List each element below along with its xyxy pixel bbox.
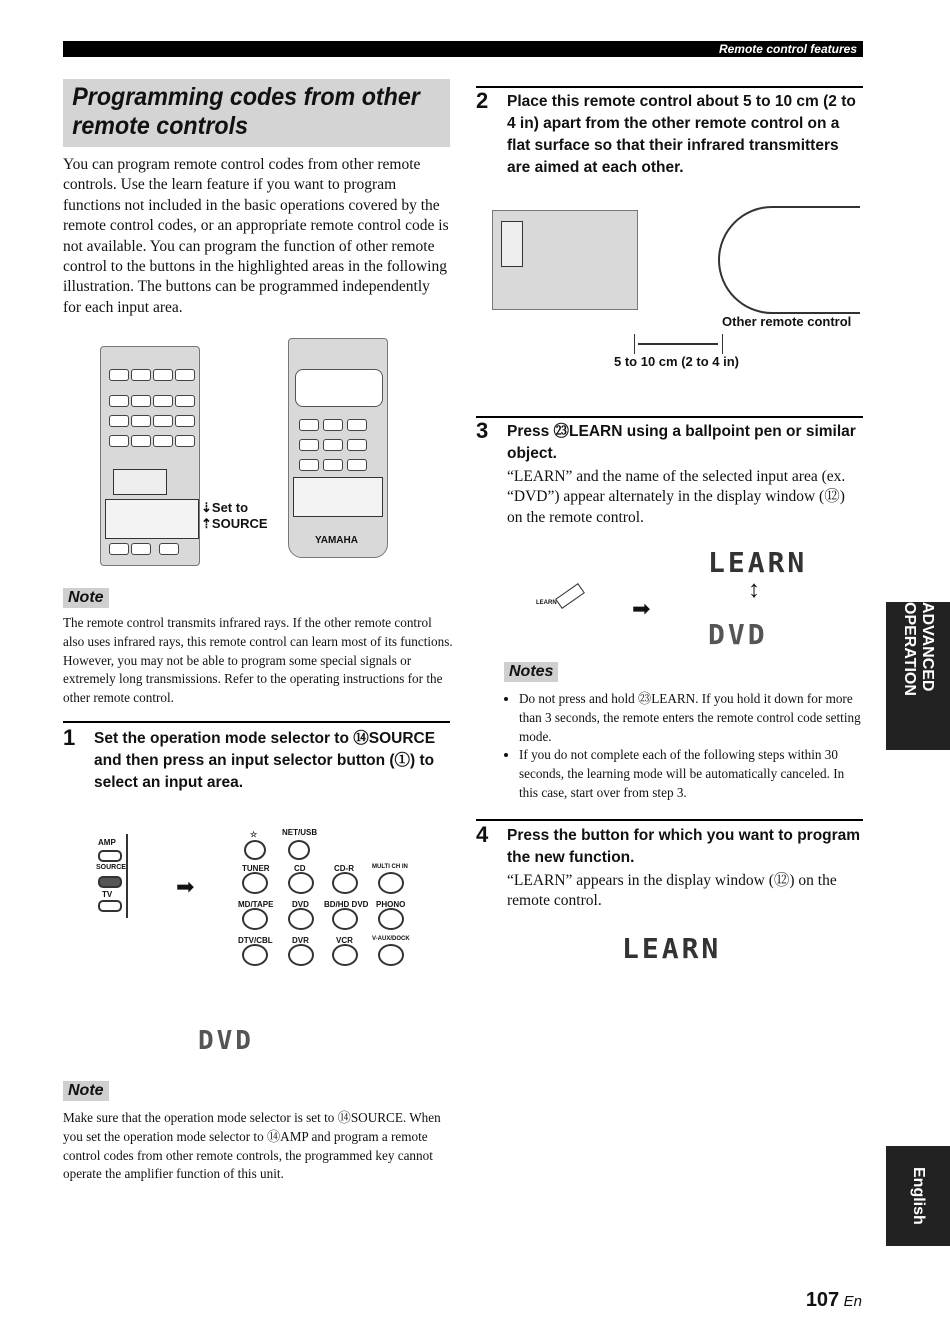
language-label: English <box>910 1167 927 1225</box>
star-label: ☆ <box>250 830 258 839</box>
pen-icon <box>555 583 585 609</box>
step2-heading: Place this remote control about 5 to 10 cm (2 to 4 in) apart from the other remote control on a flat surface so that their infrared transmitters are aimed at each other. <box>507 93 856 176</box>
step4-text: “LEARN” appears in the display window (⑫) on the remote control. <box>507 872 837 910</box>
learn-button-label: LEARN <box>536 600 557 606</box>
selector-source-label: SOURCE <box>96 864 126 871</box>
dvr-label: DVR <box>292 936 309 945</box>
set-to-source-label: ⇣Set to ⇡SOURCE <box>201 500 268 531</box>
note2-text: Make sure that the operation mode selector is set to ⑭SOURCE. When you set the operation mode selector to ⑭AMP and program a remote control codes from other remote controls, the programmed key cannot operate the amplifier function of this unit. <box>63 1110 441 1182</box>
step3-heading: Press ㉓LEARN using a ballpoint pen or similar object. <box>507 423 856 462</box>
page-number-value: 107 <box>805 1289 840 1311</box>
distance-label: 5 to 10 cm (2 to 4 in) <box>614 354 739 369</box>
advanced-operation-tab <box>886 602 950 750</box>
page-number <box>790 1289 862 1312</box>
step2-rule <box>476 86 863 88</box>
bdhddvd-label: BD/HD DVD <box>324 900 369 909</box>
notes3-list <box>505 690 863 803</box>
input-selector-figure <box>96 828 426 958</box>
source-text: SOURCE <box>211 516 268 531</box>
tuner-label: TUNER <box>242 864 270 873</box>
cd-label: CD <box>294 864 306 873</box>
note1-label: Note <box>63 588 109 608</box>
note2-label: Note <box>63 1081 109 1101</box>
dtvcbl-label: DTV/CBL <box>238 936 273 945</box>
cdr-label: CD-R <box>334 864 354 873</box>
page-title: Programming codes from other remote controls <box>72 83 420 140</box>
remote-distance-figure <box>492 206 862 376</box>
note1-text: The remote control transmits infrared rays. If the other remote control also uses infrared rays, this remote control can learn most of its functions. However, you may not be able to program some special signals or extremely long transmissions. Refer to the operating instructions for the other remote control. <box>63 615 453 706</box>
display-dvd: DVD <box>708 618 768 651</box>
yamaha-logo: YAMAHA <box>315 535 358 546</box>
vcr-label: VCR <box>336 936 353 945</box>
page-title-box <box>63 79 450 147</box>
other-remote-illustration <box>718 206 860 314</box>
alternate-arrow-icon: ↕ <box>748 577 760 603</box>
display-learn-step4: LEARN <box>622 932 722 965</box>
display-dvd-step1: DVD <box>198 1026 254 1056</box>
remote-back-illustration <box>288 338 388 558</box>
section-title: Remote control features <box>718 42 857 56</box>
header-bar <box>63 41 863 57</box>
step4-rule <box>476 819 863 821</box>
multich-label: MULTI CH IN <box>372 864 408 870</box>
distance-arrow-icon <box>638 343 718 345</box>
step3-number: 3 <box>476 418 489 443</box>
this-remote-illustration <box>492 210 638 310</box>
step4-heading: Press the button for which you want to program the new function. <box>507 827 861 866</box>
vauxdock-label: V-AUX/DOCK <box>372 936 410 942</box>
set-to-text: Set to <box>211 500 249 515</box>
netusb-label: NET/USB <box>282 828 318 837</box>
step4-number: 4 <box>476 822 489 847</box>
step1-heading: Set the operation mode selector to ⑭SOURCE and then press an input selector button (①) to select an input area. <box>94 730 436 791</box>
remote-front-illustration <box>100 346 200 566</box>
language-tab <box>886 1146 950 1246</box>
arrow-right-icon: ➡ <box>176 874 195 899</box>
learn-figure <box>536 546 806 656</box>
advanced-operation-label: ADVANCED OPERATION <box>901 602 936 696</box>
intro-paragraph: You can program remote control codes from other remote controls. Use the learn feature if you want to program functions not included in the basic operations covered by the remote control codes, or an appropriate remote control code is not available. You can program the function of other remote control to the buttons in the highlighted areas in the following illustration. The buttons can be programmed independently for each input area. <box>63 156 449 316</box>
arrow-right-icon: ➡ <box>632 596 651 621</box>
selector-amp-label: AMP <box>98 838 116 847</box>
step1-rule <box>63 721 450 723</box>
step2-number: 2 <box>476 88 489 113</box>
remote-overview-figure <box>98 338 458 566</box>
notes3-item: • Do not press and hold ㉓LEARN. If you hold it down for more than 3 seconds, the remote enters the remote control code setting mode. <box>519 690 863 746</box>
notes3-item: • If you do not complete each of the following steps within 30 seconds, the learning mode will be automatically canceled. In this case, start over from step 3. <box>519 746 863 802</box>
phono-label: PHONO <box>376 900 406 909</box>
page-language: En <box>843 1293 862 1310</box>
mdtape-label: MD/TAPE <box>238 900 274 909</box>
other-remote-label: Other remote control <box>722 314 852 329</box>
display-learn: LEARN <box>708 546 808 579</box>
step3-rule <box>476 416 863 418</box>
selector-tv-label: TV <box>102 890 113 899</box>
notes3-label: Notes <box>504 662 558 682</box>
step3-text: “LEARN” and the name of the selected input area (ex. “DVD”) appear alternately in the display window (⑫) on the remote control. <box>507 468 846 526</box>
step1-number: 1 <box>63 725 76 750</box>
dvd-label: DVD <box>292 900 309 909</box>
